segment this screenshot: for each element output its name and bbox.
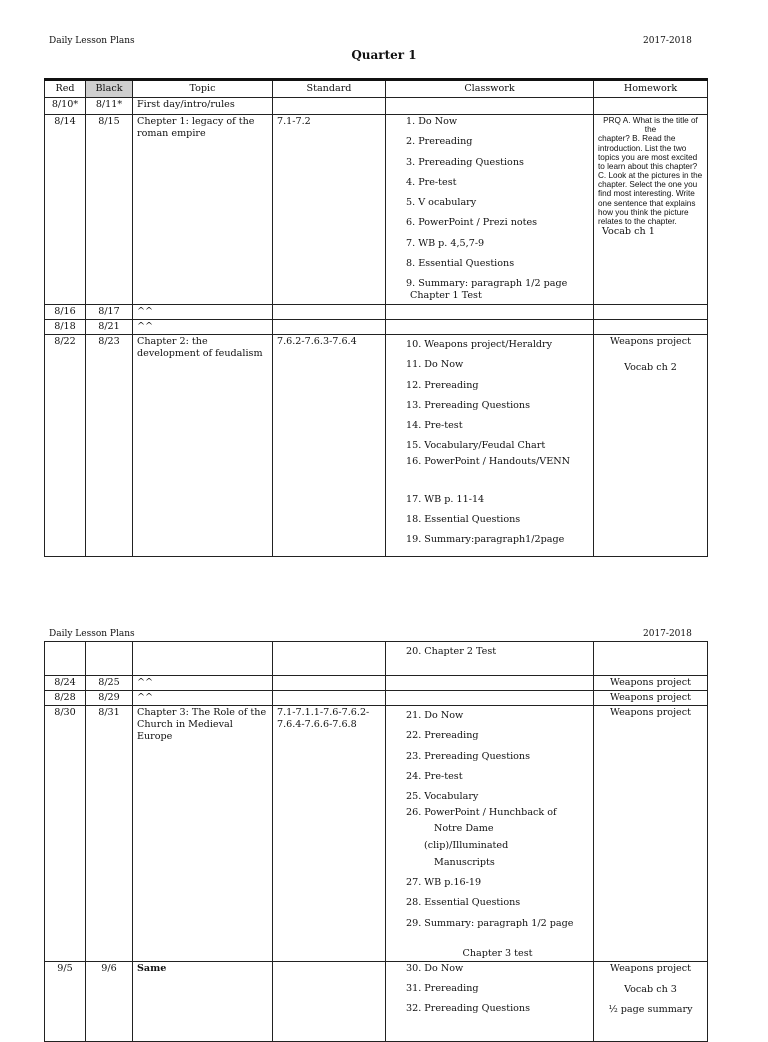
standard: 7.6.2-7.6.3-7.6.4 — [273, 334, 386, 556]
homework — [594, 961, 708, 1041]
header-left: Daily Lesson Plans — [49, 36, 135, 46]
col-topic: Topic — [133, 80, 273, 98]
homework-item: Vocab ch 1 — [602, 226, 655, 238]
classwork-item: 11. Do Now — [406, 359, 464, 371]
col-black: Black — [86, 80, 133, 98]
classwork-item: 14. Pre-test — [406, 420, 463, 432]
homework — [594, 642, 708, 676]
black-date: 9/6 — [86, 961, 133, 1041]
classwork — [386, 319, 594, 334]
classwork-item: 4. Pre-test — [406, 176, 457, 188]
classwork — [386, 642, 594, 676]
red-date: 8/14 — [45, 114, 86, 304]
standard — [273, 961, 386, 1041]
classwork-item: 17. WB p. 11-14 — [406, 493, 485, 505]
classwork-item: 12. Prereading — [406, 379, 479, 391]
black-date: 8/15 — [86, 114, 133, 304]
topic: Chapter 3: The Role of the Church in Medieval Europe — [133, 705, 273, 961]
classwork-item: 31. Prereading — [406, 983, 479, 995]
red-date: 8/18 — [45, 319, 86, 334]
classwork-item: 18. Essential Questions — [406, 514, 521, 526]
standard — [273, 319, 386, 334]
black-date: 8/25 — [86, 676, 133, 691]
classwork — [386, 705, 594, 961]
black-date: 8/23 — [86, 334, 133, 556]
classwork-item: 26. PowerPoint / Hunchback of — [406, 807, 557, 819]
col-homework: Homework — [594, 80, 708, 98]
classwork-item: Notre Dame — [434, 823, 494, 835]
prq-text — [598, 116, 703, 226]
classwork-item: 23. Prereading Questions — [406, 750, 531, 762]
col-red: Red — [45, 80, 86, 98]
black-date: 8/17 — [86, 304, 133, 319]
homework-item: Weapons project — [594, 690, 708, 705]
topic: Chapter 2: the development of feudalism — [133, 334, 273, 556]
homework — [594, 304, 708, 319]
page-title: Quarter 1 — [351, 48, 417, 62]
table-row — [45, 304, 708, 319]
homework-item: Weapons project — [594, 705, 708, 961]
spacer — [406, 477, 589, 494]
standard: 7.1-7.1.1-7.6-7.6.2-7.6.4-7.6.6-7.6.8 — [273, 705, 386, 961]
homework-item: Vocab ch 2 — [624, 361, 677, 373]
standard — [273, 304, 386, 319]
classwork-item: (clip)/Illuminated — [424, 840, 509, 852]
table-row — [45, 114, 708, 304]
classwork-item: 22. Prereading — [406, 730, 479, 742]
prq-line: PRQ A. What is the title of the — [603, 115, 698, 135]
homework-item: ½ page summary — [608, 1003, 693, 1015]
classwork-item: Chapter 1 Test — [410, 290, 482, 302]
classwork-item: 10. Weapons project/Heraldry — [406, 338, 553, 350]
table-row — [45, 705, 708, 961]
red-date — [45, 642, 86, 676]
classwork-item: 9. Summary: paragraph 1/2 page — [406, 278, 568, 290]
classwork — [386, 114, 594, 304]
homework — [594, 97, 708, 114]
classwork-item: 6. PowerPoint / Prezi notes — [406, 217, 538, 229]
col-classwork: Classwork — [386, 80, 594, 98]
homework-item: Weapons project — [610, 962, 691, 974]
classwork-item: Manuscripts — [434, 857, 495, 869]
classwork — [386, 690, 594, 705]
classwork — [386, 676, 594, 691]
table-row — [45, 334, 708, 556]
black-date — [86, 642, 133, 676]
red-date: 8/10* — [45, 97, 86, 114]
classwork-item: 24. Pre-test — [406, 770, 463, 782]
classwork-item: 30. Do Now — [406, 962, 464, 974]
topic: Same — [133, 961, 273, 1041]
table-row — [45, 319, 708, 334]
standard: 7.1-7.2 — [273, 114, 386, 304]
classwork-item: 19. Summary:paragraph1/2page — [406, 534, 565, 546]
red-date: 8/16 — [45, 304, 86, 319]
standard — [273, 676, 386, 691]
col-standard: Standard — [273, 80, 386, 98]
homework — [594, 319, 708, 334]
topic: Chepter 1: legacy of the roman empire — [133, 114, 273, 304]
red-date: 8/22 — [45, 334, 86, 556]
classwork-item: 5. V ocabulary — [406, 197, 477, 209]
classwork-item: Chapter 3 test — [462, 947, 533, 959]
classwork — [386, 961, 594, 1041]
topic: ^^ — [133, 319, 273, 334]
header-right: 2017-2018 — [643, 36, 692, 46]
classwork-item: 3. Prereading Questions — [406, 156, 524, 168]
lesson-table-1 — [44, 78, 708, 557]
header-right-2: 2017-2018 — [643, 629, 692, 639]
lesson-table-2 — [44, 641, 708, 1042]
red-date: 8/28 — [45, 690, 86, 705]
black-date: 8/21 — [86, 319, 133, 334]
topic: ^^ — [133, 690, 273, 705]
topic: ^^ — [133, 304, 273, 319]
red-date: 9/5 — [45, 961, 86, 1041]
homework-item: Weapons project — [594, 676, 708, 691]
classwork-item: 8. Essential Questions — [406, 258, 515, 270]
classwork-item: 20. Chapter 2 Test — [406, 646, 497, 657]
classwork-item: 15. Vocabulary/Feudal Chart — [406, 440, 546, 452]
black-date: 8/29 — [86, 690, 133, 705]
topic: First day/intro/rules — [133, 97, 273, 114]
prq-body: chapter? B. Read the introduction. List the two topics you are most excited to learn about this chapter? C. Look at the pictures in the chapter. Select the one you find most interesting. Write one sentence that explains how you think the picture relates to the chapter. — [598, 134, 703, 227]
classwork-item: 2. Prereading — [406, 136, 473, 148]
topic — [133, 642, 273, 676]
homework — [594, 334, 708, 556]
classwork-item: 27. WB p.16-19 — [406, 877, 482, 889]
homework-item: Vocab ch 3 — [624, 983, 677, 995]
black-date: 8/11* — [86, 97, 133, 114]
classwork-item: 32. Prereading Questions — [406, 1003, 531, 1015]
classwork-item: 13. Prereading Questions — [406, 399, 531, 411]
red-date: 8/24 — [45, 676, 86, 691]
homework — [594, 114, 708, 304]
standard — [273, 642, 386, 676]
classwork-item: 29. Summary: paragraph 1/2 page — [406, 917, 574, 929]
standard — [273, 97, 386, 114]
homework-item: Weapons project — [610, 335, 691, 347]
classwork-item: 7. WB p. 4,5,7-9 — [406, 237, 485, 249]
classwork-item: 1. Do Now — [406, 115, 458, 127]
classwork-item: 28. Essential Questions — [406, 897, 521, 909]
table-row — [45, 676, 708, 691]
table-row — [45, 97, 708, 114]
classwork — [386, 304, 594, 319]
classwork — [386, 97, 594, 114]
table-row — [45, 690, 708, 705]
header-left-2: Daily Lesson Plans — [49, 629, 135, 639]
table-row — [45, 961, 708, 1041]
classwork-item: 16. PowerPoint / Handouts/VENN — [406, 456, 570, 468]
black-date: 8/31 — [86, 705, 133, 961]
classwork-item: 21. Do Now — [406, 709, 464, 721]
classwork-item: 25. Vocabulary — [406, 791, 479, 803]
classwork — [386, 334, 594, 556]
red-date: 8/30 — [45, 705, 86, 961]
standard — [273, 690, 386, 705]
topic: ^^ — [133, 676, 273, 691]
table-row — [45, 642, 708, 676]
